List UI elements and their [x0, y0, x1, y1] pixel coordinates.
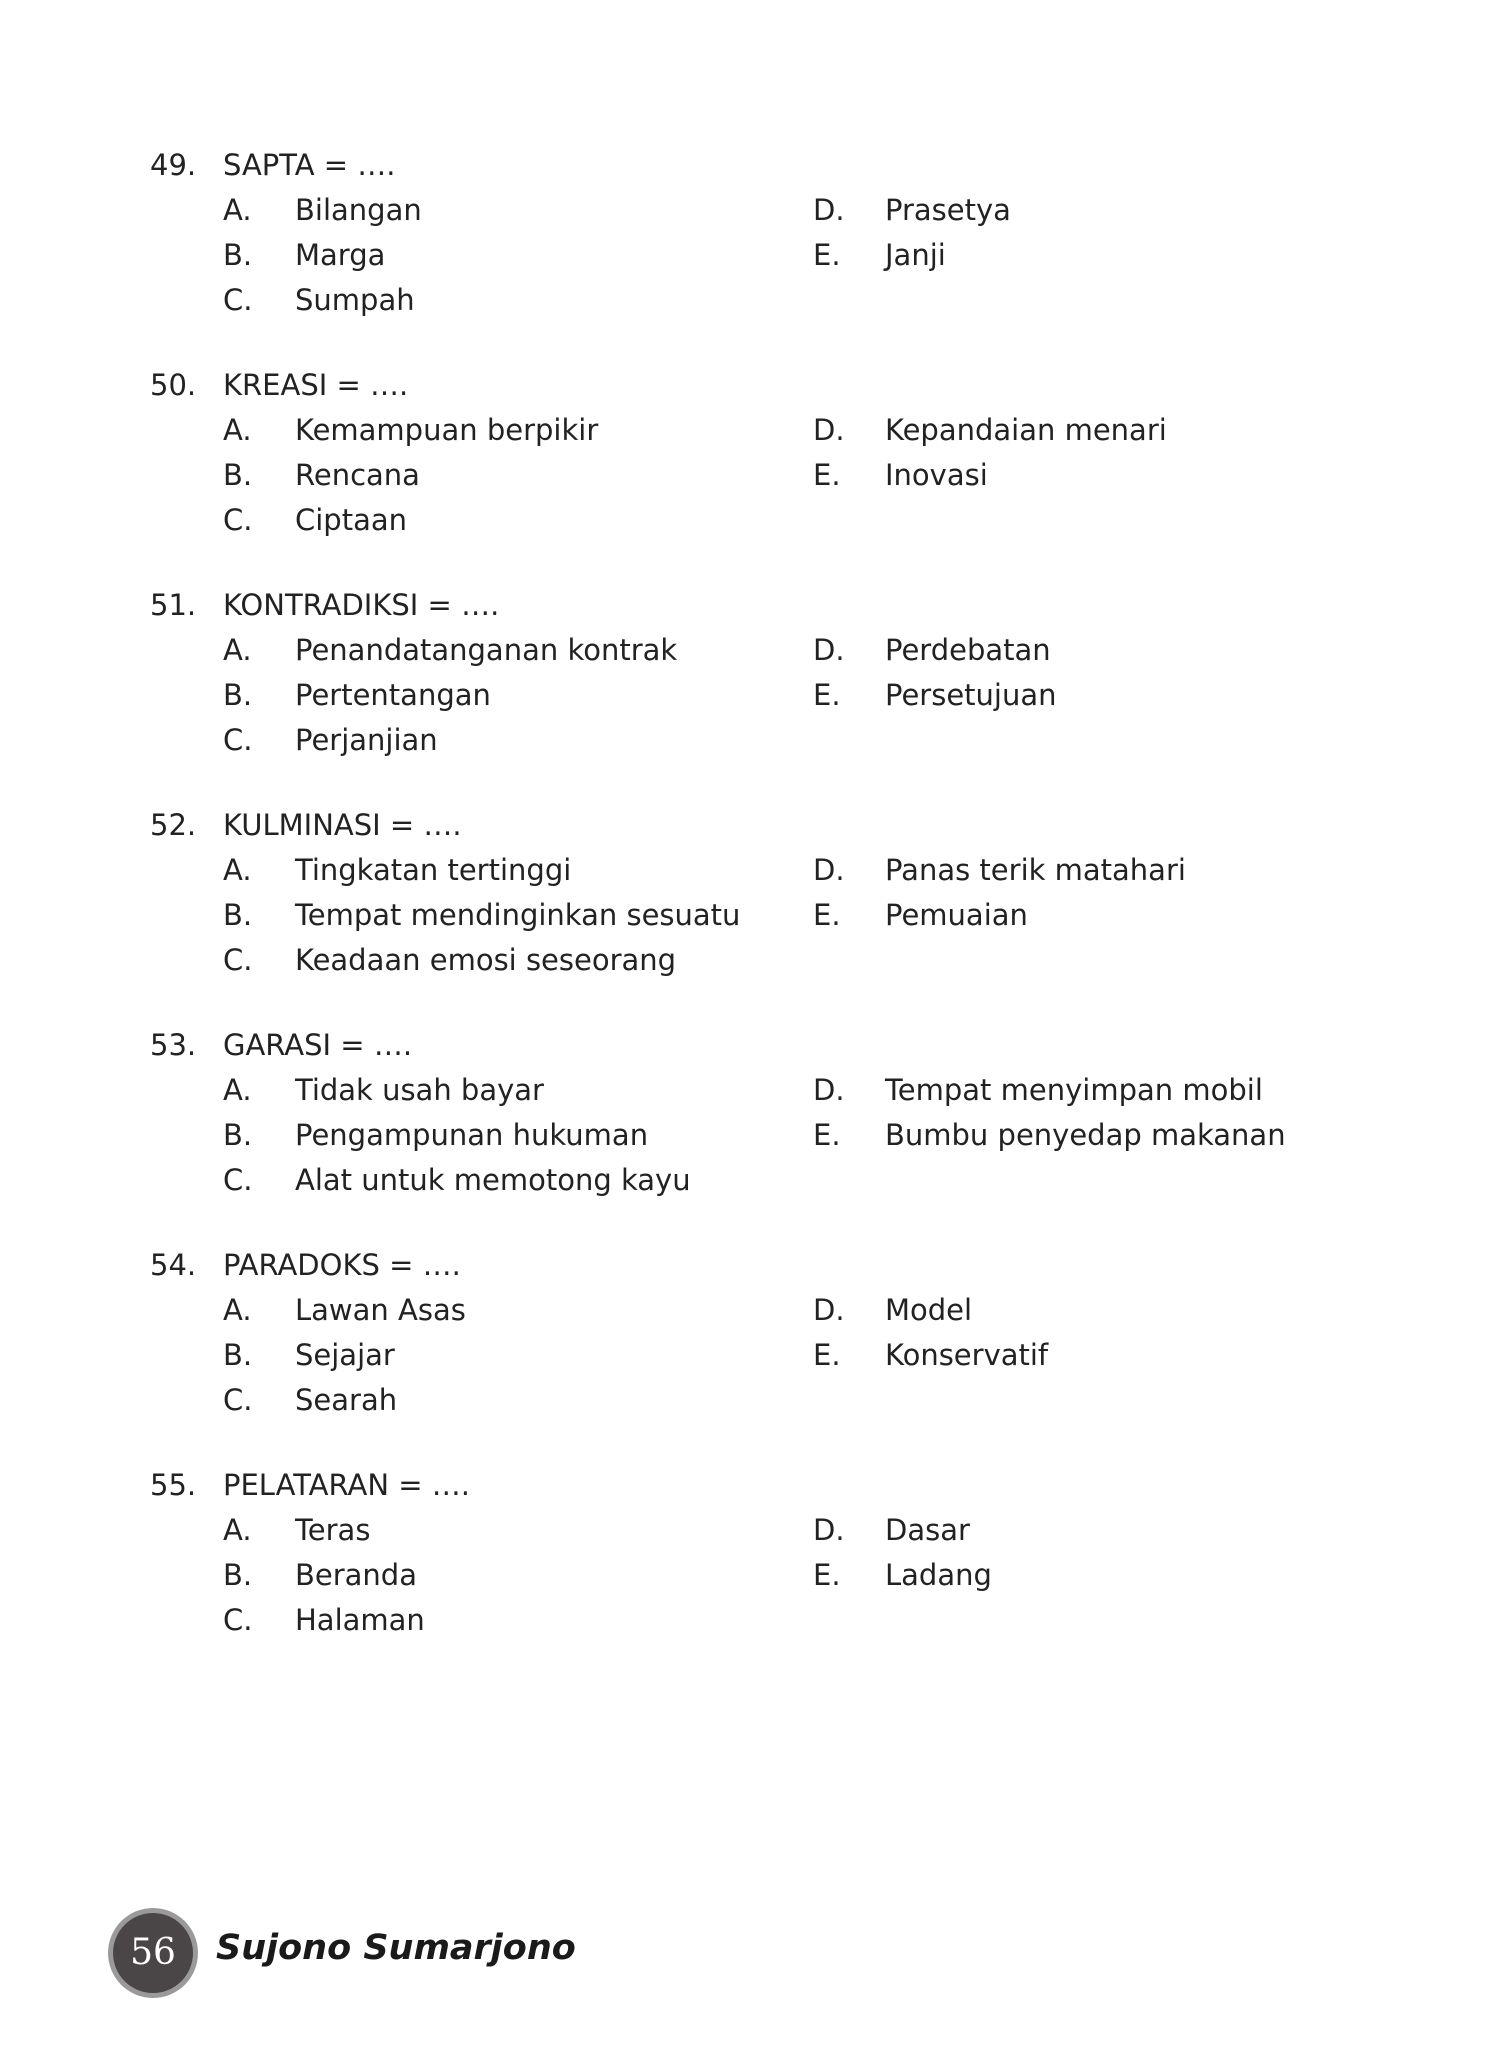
option-letter: B.: [223, 1558, 253, 1592]
option-row: [150, 1333, 1300, 1378]
question-header: [150, 803, 1300, 848]
question-number: 55.: [150, 1468, 197, 1502]
option-row: [150, 938, 1300, 983]
page-number: 56: [113, 1913, 193, 1993]
question-number: 50.: [150, 368, 197, 402]
option-letter: E.: [813, 1558, 841, 1592]
question-number: 49.: [150, 148, 197, 182]
option-text: Konservatif: [885, 1338, 1049, 1372]
option-letter: E.: [813, 898, 841, 932]
option-row: [150, 1288, 1300, 1333]
question-49: [150, 143, 1300, 323]
option-text: Alat untuk memotong kayu: [295, 1163, 691, 1197]
option-text: Pertentangan: [295, 678, 491, 712]
option-text: Panas terik matahari: [885, 853, 1186, 887]
question-51: [150, 583, 1300, 763]
option-row: [150, 1508, 1300, 1553]
question-number: 53.: [150, 1028, 197, 1062]
question-54: [150, 1243, 1300, 1423]
option-letter: B.: [223, 898, 253, 932]
option-row: [150, 1553, 1300, 1598]
option-letter: C.: [223, 723, 253, 757]
option-text: Beranda: [295, 1558, 417, 1592]
option-letter: D.: [813, 193, 845, 227]
option-letter: D.: [813, 633, 845, 667]
option-letter: A.: [223, 633, 252, 667]
option-letter: E.: [813, 1338, 841, 1372]
option-letter: E.: [813, 678, 841, 712]
option-text: Sumpah: [295, 283, 415, 317]
option-row: [150, 718, 1300, 763]
option-text: Bumbu penyedap makanan: [885, 1118, 1286, 1152]
option-text: Ladang: [885, 1558, 992, 1592]
option-text: Penandatanganan kontrak: [295, 633, 678, 667]
option-row: [150, 1113, 1300, 1158]
option-text: Tingkatan tertinggi: [295, 853, 572, 887]
option-letter: A.: [223, 1293, 252, 1327]
question-prompt: PELATARAN = ….: [223, 1468, 470, 1502]
option-text: Marga: [295, 238, 386, 272]
question-header: [150, 143, 1300, 188]
option-letter: A.: [223, 853, 252, 887]
option-text: Perjanjian: [295, 723, 438, 757]
question-header: [150, 363, 1300, 408]
question-50: [150, 363, 1300, 543]
option-letter: A.: [223, 1513, 252, 1547]
question-number: 52.: [150, 808, 197, 842]
question-prompt: KREASI = ….: [223, 368, 409, 402]
option-letter: A.: [223, 1073, 252, 1107]
question-prompt: KONTRADIKSI = ….: [223, 588, 500, 622]
option-letter: D.: [813, 1293, 845, 1327]
option-text: Persetujuan: [885, 678, 1057, 712]
author-name: Sujono Sumarjono: [216, 1928, 576, 1968]
option-letter: B.: [223, 678, 253, 712]
page-number-badge: [108, 1908, 198, 1998]
option-letter: E.: [813, 458, 841, 492]
question-header: [150, 1023, 1300, 1068]
option-letter: C.: [223, 1163, 253, 1197]
option-letter: C.: [223, 503, 253, 537]
question-prompt: KULMINASI = ….: [223, 808, 462, 842]
option-row: [150, 233, 1300, 278]
option-row: [150, 628, 1300, 673]
option-letter: C.: [223, 1603, 253, 1637]
option-row: [150, 1598, 1300, 1643]
option-row: [150, 278, 1300, 323]
option-text: Halaman: [295, 1603, 425, 1637]
option-row: [150, 893, 1300, 938]
option-letter: B.: [223, 1338, 253, 1372]
option-text: Tidak usah bayar: [295, 1073, 544, 1107]
question-number: 51.: [150, 588, 197, 622]
option-row: [150, 498, 1300, 543]
option-letter: B.: [223, 1118, 253, 1152]
option-text: Dasar: [885, 1513, 970, 1547]
question-header: [150, 583, 1300, 628]
option-text: Rencana: [295, 458, 420, 492]
option-letter: D.: [813, 853, 845, 887]
page-footer: [108, 1908, 708, 1998]
option-text: Janji: [885, 238, 946, 272]
option-letter: D.: [813, 413, 845, 447]
question-prompt: PARADOKS = ….: [223, 1248, 461, 1282]
option-text: Inovasi: [885, 458, 988, 492]
option-letter: A.: [223, 193, 252, 227]
option-letter: C.: [223, 943, 253, 977]
option-row: [150, 1378, 1300, 1423]
question-prompt: GARASI = ….: [223, 1028, 413, 1062]
option-row: [150, 453, 1300, 498]
option-text: Perdebatan: [885, 633, 1051, 667]
option-text: Tempat menyimpan mobil: [885, 1073, 1263, 1107]
option-text: Searah: [295, 1383, 398, 1417]
option-letter: A.: [223, 413, 252, 447]
option-text: Kepandaian menari: [885, 413, 1167, 447]
option-row: [150, 408, 1300, 453]
option-row: [150, 848, 1300, 893]
option-letter: D.: [813, 1073, 845, 1107]
option-text: Sejajar: [295, 1338, 395, 1372]
question-55: [150, 1463, 1300, 1643]
option-letter: B.: [223, 238, 253, 272]
option-letter: E.: [813, 1118, 841, 1152]
option-text: Tempat mendinginkan sesuatu: [295, 898, 741, 932]
option-text: Keadaan emosi seseorang: [295, 943, 677, 977]
question-prompt: SAPTA = ….: [223, 148, 396, 182]
question-53: [150, 1023, 1300, 1203]
question-header: [150, 1243, 1300, 1288]
option-text: Lawan Asas: [295, 1293, 466, 1327]
option-row: [150, 188, 1300, 233]
option-row: [150, 1158, 1300, 1203]
option-row: [150, 673, 1300, 718]
question-header: [150, 1463, 1300, 1508]
option-text: Model: [885, 1293, 973, 1327]
option-letter: B.: [223, 458, 253, 492]
question-52: [150, 803, 1300, 983]
option-text: Teras: [295, 1513, 371, 1547]
option-letter: C.: [223, 283, 253, 317]
option-text: Ciptaan: [295, 503, 408, 537]
option-text: Kemampuan berpikir: [295, 413, 599, 447]
option-row: [150, 1068, 1300, 1113]
option-letter: E.: [813, 238, 841, 272]
option-text: Bilangan: [295, 193, 422, 227]
question-number: 54.: [150, 1248, 197, 1282]
option-text: Pengampunan hukuman: [295, 1118, 649, 1152]
option-text: Pemuaian: [885, 898, 1028, 932]
option-text: Prasetya: [885, 193, 1011, 227]
option-letter: C.: [223, 1383, 253, 1417]
option-letter: D.: [813, 1513, 845, 1547]
